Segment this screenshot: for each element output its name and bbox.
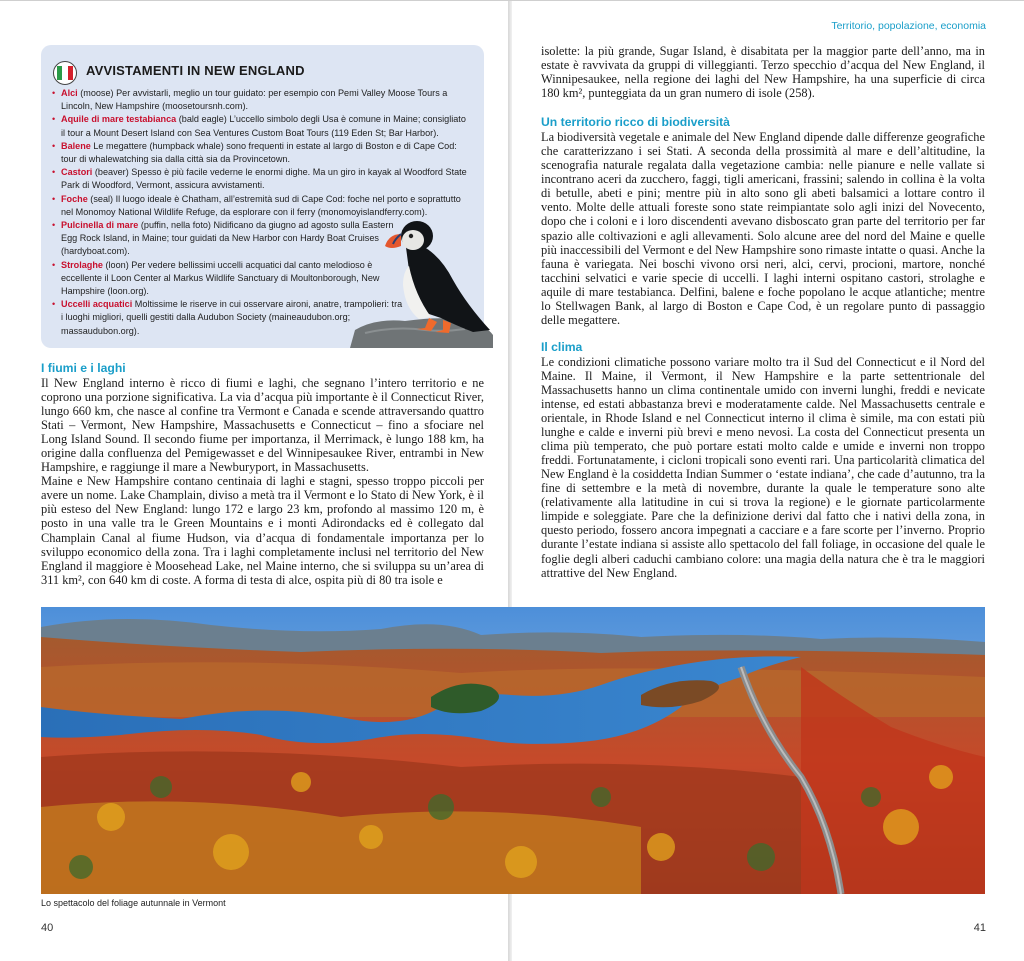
bullet-icon: • bbox=[52, 259, 56, 270]
list-item bbox=[52, 140, 472, 166]
bullet-icon: • bbox=[52, 220, 56, 231]
top-edge-line bbox=[0, 0, 1024, 1]
bullet-icon: • bbox=[52, 193, 56, 204]
item-term: Strolaghe bbox=[61, 259, 103, 270]
box-title: AVVISTAMENTI IN NEW ENGLAND bbox=[86, 63, 305, 78]
paragraph: La biodiversità vegetale e animale del New England dipende dalle differenze geografiche che caratterizzano i sei Stati. A seconda della prossimità al mare e dell’altitudine, la scenografia naturale regalata dalla vegetazione cambia: nelle pianure e nelle vallate si incontrano aceri da zucchero, faggi, tigli americani, frassini; salendo in collina è la volta di betulle, abeti e pini; mentre più in alto sono gli abeti balsamici a lottare contro il vento. Molte delle attuali foreste sono state reimpiantate solo agli inizi del Novecento, dopo che i coloni e i loro discendenti avevano disboscato gran parte del territorio per far spazio alle coltivazioni e agli allevamenti. Solo alcune aree del nord del Maine e quelle più inaccessibili del Vermont e del New Hampshire sono rimaste intatte o quasi. Anche la fauna è variegata. Nei boschi vivono orsi neri, alci, cervi, procioni, martore, nonché tacchini selvatici e varie specie di uccelli. I laghi interni ospitano castori, strolaghe e aquile di mare testabianca. Delfini, balene e foche popolano le acque atlantiche; mentre lo Stellwagen Bank, al largo di Boston e Cape Cod, è un regolare punto di passaggio delle megattere. bbox=[541, 130, 985, 327]
bullet-icon: • bbox=[52, 88, 56, 98]
item-text: (puffin, nella foto) Nidificano da giugno ad agosto sulla Eastern Egg Rock Island, in Maine; tour guidati da New Harbor con Hardy Boat Cruises (hardyboat.com). bbox=[61, 220, 394, 257]
page-number-left: 40 bbox=[41, 922, 54, 934]
item-text: (moose) Per avvistarli, meglio un tour guidato: per esempio con Pemi Valley Moose Tours a Lincoln, New Hampshire (moosetoursnh.com). bbox=[61, 88, 448, 112]
item-text: (seal) Il luogo ideale è Chatham, all’estremità sud di Cape Cod: foche nel porto e soprattutto nel Monomoy National Wildlife Refuge, da esplorare con il ferry (monomoyislandferry.com). bbox=[61, 193, 461, 217]
item-term: Castori bbox=[61, 167, 93, 178]
paragraph: Il New England interno è ricco di fiumi e laghi, che segnano l’intero territorio e ne coprono una porzione significativa. La via d’acqua più importante è il Connecticut River, lungo 660 km, che nasce al confine tra Vermont e Canada e scende attraversando quattro Stati – Vermont, New Hampshire, Massachusetts e Connecticut – fino a sfociare nel Long Island Sound. Il secondo fiume per importanza, il Merrimack, è lungo 188 km, ha origine dalla confluenza del Pemigewasset e del Winnipesaukee River, entrambi in New Hampshire, e raggiunge il mare a Newburyport, in Massachusetts. bbox=[41, 376, 484, 475]
bullet-icon: • bbox=[52, 114, 56, 125]
paragraph: Le condizioni climatiche possono variare molto tra il Sud del Connecticut e il Nord del Maine. Il Maine, il Vermont, il New Hampshire e la parte settentrionale del Massachusetts hanno un clima continentale umido con inverni lunghi, freddi e nevicate intense, ed estati abbastanza brevi e moderatamente calde. Nel Massachusetts centrale e orientale, in Rhode Island e nel Connecticut interno il clima è simile, ma con estati più lunghe e calde e inverni più brevi e meno nevosi. La costa del Connecticut presenta un clima più temperato, che può portare estati molto calde e umide e inverni non troppo freddi. Fortunatamente, i cicloni tropicali sono eventi rari. Una particolarità climatica del New England è la cosiddetta Indian Summer o ‘estate indiana’, che cade d’autunno, tra la fine di settembre e la metà di novembre, durante la quale le temperature sono alte (relativamente alla latitudine in cui si trova la regione) e le giornate particolarmente limpide e soleggiate. Pare che la definizione derivi dal fatto che i nativi della zona, in questo periodo, fossero ancora impegnati a cacciare e a fare scorte per l’inverno. Proprio durante l’estate indiana si assiste allo spettacolo del fall foliage, in occasione del quale le foglie degli alberi caduchi cambiano colore: una magia della natura che è tra le maggiori attrattive del New England. bbox=[541, 354, 985, 580]
item-term: Balene bbox=[61, 140, 91, 151]
bullet-icon: • bbox=[52, 167, 56, 178]
running-head: Territorio, popolazione, economia bbox=[831, 20, 986, 32]
section-heading-climate: Il clima bbox=[541, 339, 583, 354]
item-text: Le megattere (humpback whale) sono frequenti in estate al largo di Boston e di Cape Cod: tour di whalewatching sia dalla città sia da Provincetown. bbox=[61, 140, 457, 165]
section-heading-biodiversity: Un territorio ricco di biodiversità bbox=[541, 115, 730, 130]
item-term: Aquile di mare testabianca bbox=[61, 114, 177, 125]
item-term: Foche bbox=[61, 193, 88, 204]
bullet-icon: • bbox=[52, 299, 56, 310]
item-text: (bald eagle) L’uccello simbolo degli Usa è comune in Maine; consigliato il tour a Mount Desert Island con Sea Ventures Custom Boat Tours (119 Eden St; Bar Harbor). bbox=[61, 114, 466, 138]
section-heading-rivers: I fiumi e i laghi bbox=[41, 361, 126, 375]
item-text: Moltissime le riserve in cui osservare aironi, anatre, trampolieri: tra i luoghi migliori, quelli gestiti dalla Audubon Society (maineaudubon.org; massaudubon.org). bbox=[61, 299, 403, 336]
list-item bbox=[52, 166, 472, 192]
left-column bbox=[41, 361, 484, 587]
item-text: (beaver) Spesso è più facile vederne le enormi dighe. Ma un giro in kayak al Woodford State Park di Woodford, Vermont, assicura avvistamenti. bbox=[61, 167, 467, 191]
photo-caption: Lo spettacolo del foliage autunnale in Vermont bbox=[41, 898, 226, 908]
paragraph: Maine e New Hampshire contano centinaia di laghi e stagni, spesso troppo piccoli per avere un nome. Lake Champlain, diviso a metà tra il Vermont e lo Stato di New York, è il più esteso del New England: lungo 172 e largo 23 km, profondo al massimo 120 m, è posto in una valle tra le Green Mountains e i monti Adirondacks ed è collegato dal Champlain Canal al fiume Hudson, via d’acqua di fondamentale importanza per lo sviluppo economico della zona. Tra i laghi completamente inclusi nel territorio del New England il maggiore è Moosehead Lake, nel Maine interno, che si sviluppa su un’area di 311 km², con 640 km di coste. A forma di testa di alce, ospita più di 80 tra isole e bbox=[41, 474, 484, 587]
right-column bbox=[541, 44, 985, 580]
list-item bbox=[52, 113, 472, 139]
page-number-right: 41 bbox=[973, 922, 986, 934]
puffin-image bbox=[345, 200, 495, 348]
item-text: (loon) Per vedere bellissimi uccelli acquatici dal canto melodioso è eccellente il Loon Center al Markus Wildlife Sanctuary di Moultonborough, New Hampshire (loon.org). bbox=[61, 259, 380, 297]
bullet-icon: • bbox=[52, 140, 56, 151]
italian-flag-stamp-icon bbox=[53, 61, 77, 85]
paragraph: isolette: la più grande, Sugar Island, è disabitata per la maggior parte dell’anno, ma in estate è ravvivata da gruppi di villeggianti. Terzo specchio d’acqua del New England, il Winnipesaukee, nella regione dei laghi del New Hampshire, ha una superficie di circa 180 km², punteggiata da un gran numero di isole (258). bbox=[541, 44, 985, 101]
foliage-photo bbox=[41, 607, 985, 894]
list-item bbox=[52, 87, 472, 113]
item-term: Alci bbox=[61, 88, 78, 98]
item-term: Pulcinella di mare bbox=[61, 220, 139, 231]
item-term: Uccelli acquatici bbox=[61, 299, 133, 310]
